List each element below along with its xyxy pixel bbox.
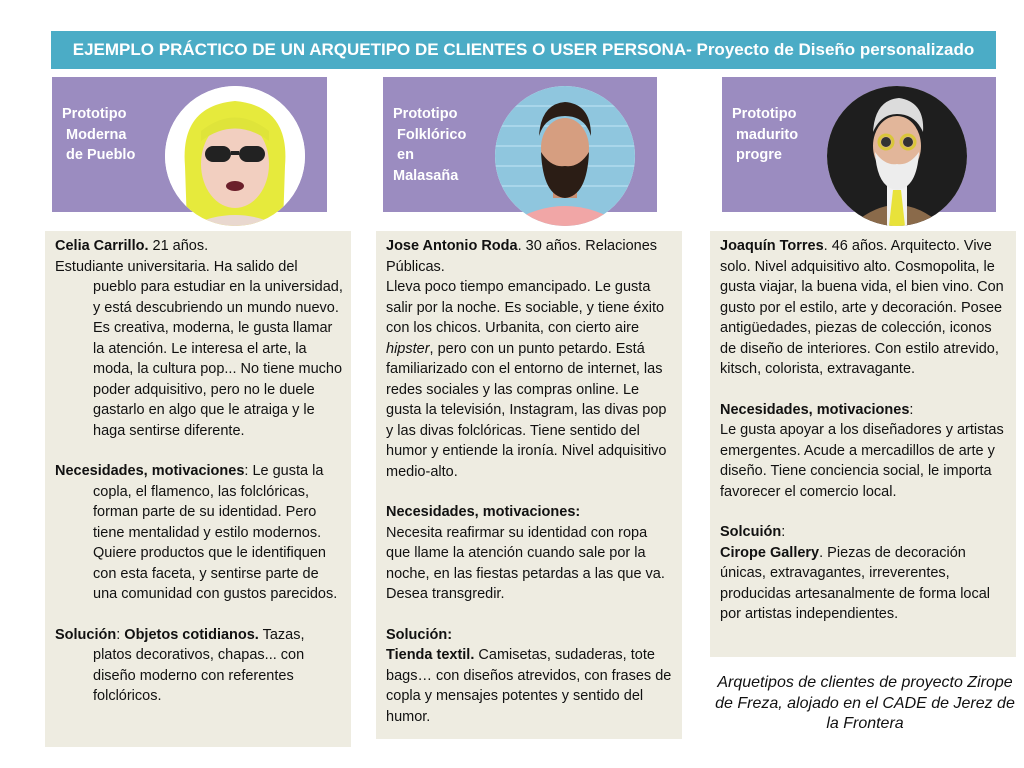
persona-intro [386, 277, 674, 482]
avatar-celia [165, 86, 305, 226]
caption: Arquetipos de clientes de proyecto Zirope de Freza, alojado en el CADE de Jerez de la Frontera [715, 674, 1015, 732]
persona-intro-part: Lleva poco tiempo emancipado. Le gusta salir por la noche. Es sociable, y tiene éxito con los chicos. Urbanita, con cierto aire [386, 279, 665, 336]
needs-colon: : [909, 401, 914, 418]
solution-product: Tienda textil. [386, 647, 475, 663]
page-title: EJEMPLO PRÁCTICO DE UN ARQUETIPO DE CLIENTES O USER PERSONA- Proyecto de Diseño personalizado [51, 31, 996, 69]
persona-intro: Estudiante universitaria. Ha salido del pueblo para estudiar en la universidad, y está descubriendo un mundo nuevo. Es creativa, moderna, le gusta llamar la atención. Le interesa el arte, la moda, la cultura pop... No tiene mucho poder adquisitivo, pero no le duele gastarlo en algo que le atraiga y le haga sentirse diferente. [55, 258, 343, 439]
needs-text: : Le gusta la copla, el flamenco, las folclóricas, forman parte de su identidad. Pero tiene mentalidad y estilo modernos. Quiere productos que le identifiquen con esta faceta, y sentirse parte de una comunidad con gustos parecidos. [93, 463, 338, 602]
solution-text: . Piezas de decoración únicas, extravagantes, irreverentes, producidas artesanalmente de forma local por artistas independientes. [720, 544, 991, 622]
persona-card-1 [45, 231, 351, 747]
needs-text: Necesita reafirmar su identidad con ropa que llame la atención cuando sale por la noche, en las fiestas petardas a las que va. Desea transgredir. [386, 524, 665, 602]
persona-name: Joaquín Torres [720, 238, 824, 254]
needs-heading: Necesidades, motivaciones [55, 463, 245, 479]
avatar-jose-antonio [495, 86, 635, 226]
persona-intro-italic: hipster [386, 340, 430, 357]
needs-heading: Necesidades, motivaciones: [386, 504, 581, 520]
persona-label-3: Prototipo madurito progre [732, 106, 799, 163]
persona-name: Jose Antonio Roda [386, 238, 518, 254]
persona-label-2: Prototipo Folklórico en Malasaña [393, 106, 467, 184]
solution-heading: Solución [55, 626, 117, 643]
needs-heading: Necesidades, motivaciones [720, 401, 910, 418]
persona-age: 21 años. [148, 238, 209, 254]
solution-product: Cirope Gallery [720, 544, 820, 561]
persona-label-1: Prototipo Moderna de Pueblo [62, 106, 136, 163]
solution-product: Objetos cotidianos. [124, 626, 259, 643]
needs-text: Le gusta apoyar a los diseñadores y artistas emergentes. Acude a mercadillos de arte y diseño. Tiene conciencia social, le importa favorecer el comercio local. [720, 422, 1004, 500]
persona-intro: . 46 años. Arquitecto. Vive solo. Nivel adquisitivo alto. Cosmopolita, le gusta viajar, la buena vida, el bien vino. Con gusto por el estilo, arte y decoración. Posee antigüedades, piezas de colección, iconos de diseño de interiores. Con estilo atrevido, kitsch, colorista, extravagante. [720, 238, 1004, 377]
persona-intro-head: . 30 años. Relaciones Públicas. [386, 238, 658, 275]
avatar-joaquin [827, 86, 967, 226]
solution-heading: Solcuión [720, 524, 782, 540]
solution-text: Camisetas, sudaderas, tote bags… con diseños atrevidos, con frases de copla y mensajes potentes y sentido del humor. [386, 647, 672, 725]
solution-text: Tazas, platos decorativos, chapas... con diseño moderno con referentes folclóricos. [93, 626, 305, 704]
solution-heading: Solución: [386, 626, 453, 643]
persona-intro-part: , pero con un punto petardo. Está familiarizado con el entorno de internet, las redes sociales y las compras online. Le gusta la televisión, Instagram, las divas pop y las divas folclóricas. Tiene sentido del humor y entiende la ironía. Nivel adquisitivo medio-alto. [386, 340, 667, 480]
persona-card-2 [376, 231, 682, 739]
solution-colon: : [781, 524, 786, 540]
persona-name: Celia Carrillo. [55, 238, 149, 254]
persona-card-3 [710, 231, 1016, 657]
solution-separator: : [116, 626, 125, 643]
